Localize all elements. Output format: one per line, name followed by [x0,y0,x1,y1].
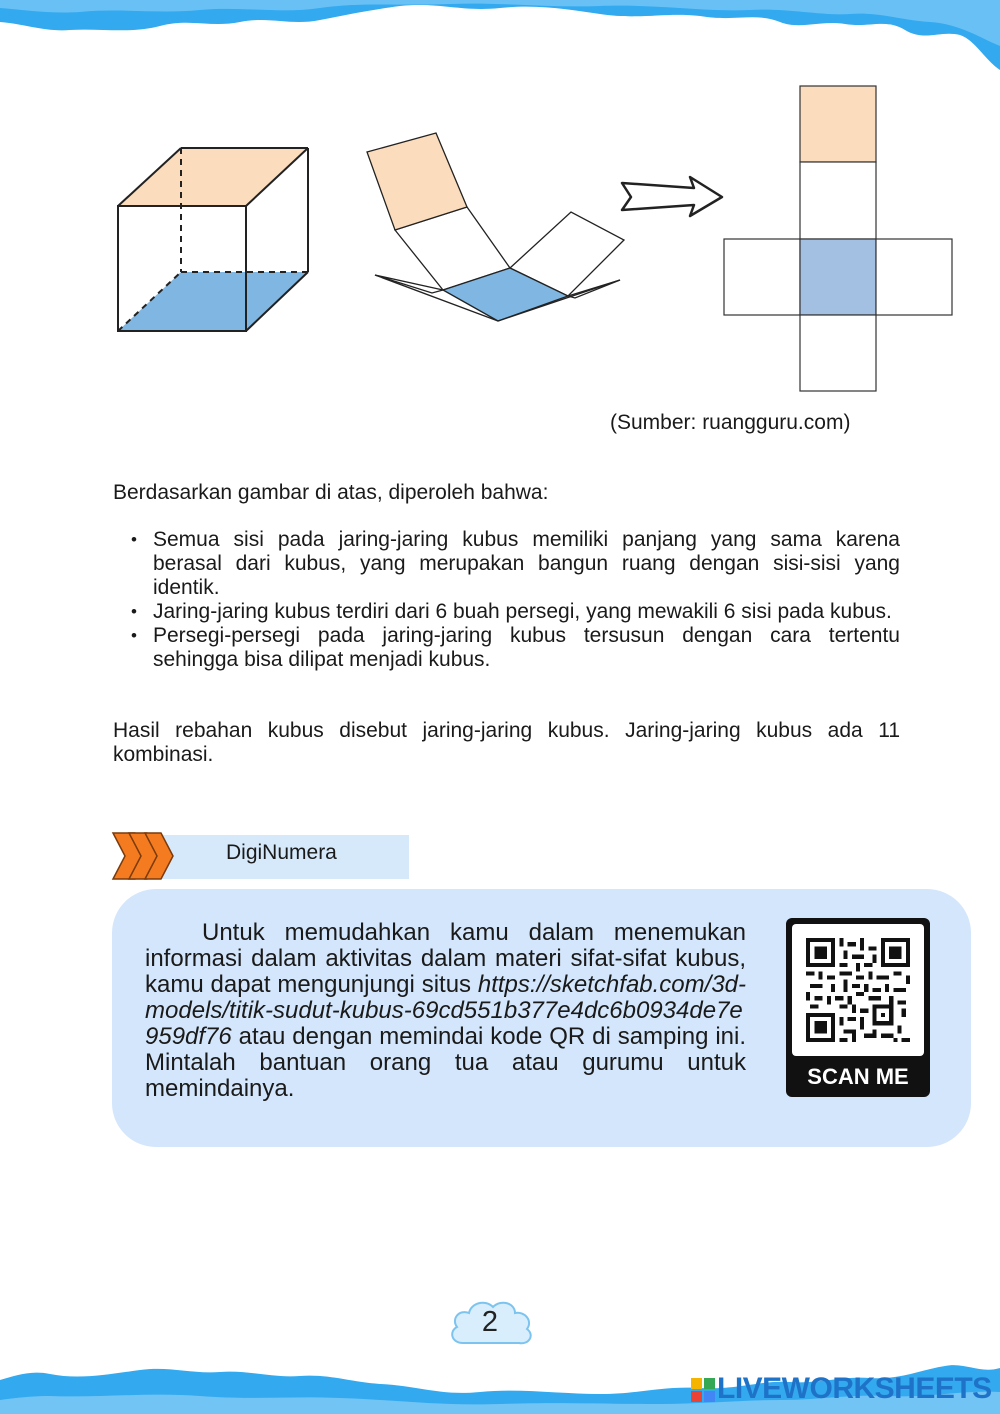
list-item: • Persegi-persegi pada jaring-jaring kubus tersusun dengan cara tertentu sehingga bisa dilipat menjadi kubus. [113,624,900,672]
cube-net [724,86,952,391]
top-wave-decoration [0,0,1000,80]
info-text-after: atau dengan memindai kode QR di samping ini. Mintalah bantuan orang tua atau gurumu untuk memindainya. [145,1023,746,1102]
liveworksheets-brand[interactable]: LIVEWORKSHEETS [717,1372,992,1405]
cube-unfolding [367,133,624,321]
figure-caption: (Sumber: ruangguru.com) [610,411,851,434]
list-item: • Jaring-jaring kubus terdiri dari 6 buah persegi, yang mewakili 6 sisi pada kubus. [113,600,900,624]
cube-3d [118,148,308,331]
info-text [145,920,746,1102]
liveworksheets-logo-icon [691,1378,715,1402]
page-number: 2 [481,1306,499,1338]
bullet-list [113,528,900,672]
scan-me-label: SCAN ME [807,1064,909,1089]
section-title: DigiNumera [226,841,337,864]
chevrons-icon [111,830,179,882]
intro-text: Berdasarkan gambar di atas, diperoleh bahwa: [113,481,549,504]
list-item: • Semua sisi pada jaring-jaring kubus memiliki panjang yang sama karena berasal dari kubus, yang merupakan bangun ruang dengan sisi-sisi yang identik. [113,528,900,600]
info-text-before: Untuk memudahkan kamu dalam menemukan informasi dalam aktivitas dalam materi sifat-sifat kubus, kamu dapat mengunjungi situs [145,919,746,998]
cube-figure [110,80,960,400]
conclusion-text: Hasil rebahan kubus disebut jaring-jaring kubus. Jaring-jaring kubus ada 11 kombinasi. [113,719,900,766]
sketchfab-link[interactable]: https://sketchfab.com/3d-models/titik-sudut-kubus-69cd551b377e4dc6b0934de7e959df76 [145,971,746,1050]
qr-code-icon[interactable] [806,938,910,1042]
arrow-right-icon [622,177,722,216]
